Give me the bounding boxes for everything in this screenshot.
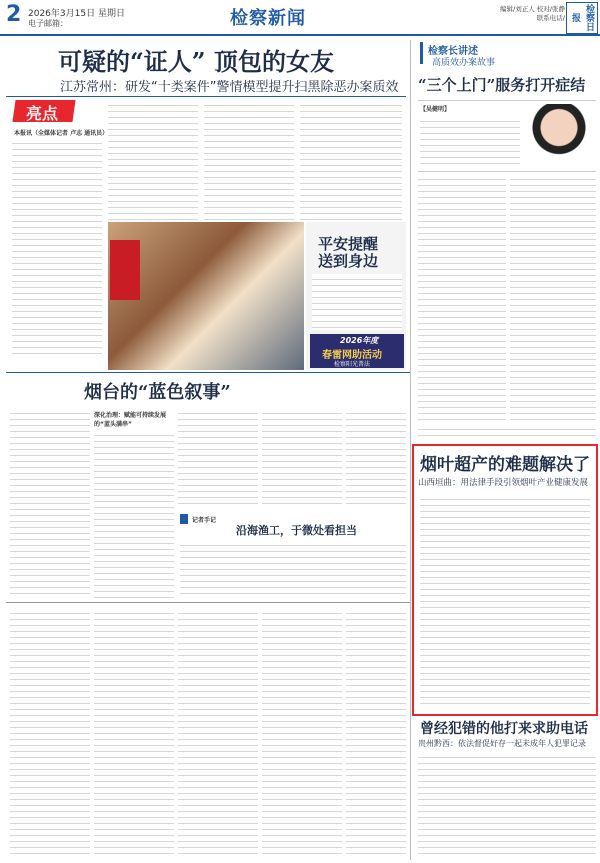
bottom-left-divider <box>6 602 410 603</box>
right-feature-title: “三个上门”服务打开症结 <box>418 76 586 94</box>
bottom-left-column-3 <box>178 608 258 858</box>
badge-text: 春雷网助活动 <box>322 350 382 361</box>
section-title: 检察新闻 <box>230 8 306 29</box>
mid-subtitle: 深化治理：赋能可持续发展的“蓝头满串” <box>94 412 167 428</box>
badge-sub: 检察阳光普法 <box>334 361 371 368</box>
header-meta: 编辑/刘正人 校对/张静 联系电话/ <box>500 5 565 22</box>
photo-caption-text <box>312 274 402 330</box>
bottom-left-column-4 <box>262 608 342 858</box>
mid-column-1 <box>10 408 90 598</box>
lead-column-4 <box>300 100 402 220</box>
mid-column-4 <box>262 408 342 504</box>
badge-year: 2026年度 <box>340 336 379 345</box>
highlight-label: 亮点 <box>26 104 59 123</box>
feature-tag: 检察长讲述 <box>428 46 478 57</box>
photo-caption-title: 平安提醒 送到身边 <box>318 235 379 270</box>
lead-divider <box>6 96 406 97</box>
notebook-icon <box>180 514 188 524</box>
feature-tag-sub: 高质效办案故事 <box>432 58 496 68</box>
bottom-right-column <box>418 752 596 858</box>
boxed-subheadline: 山西垣曲：用法律手段引领烟叶产业健康发展 <box>418 478 589 488</box>
mid-quote-box <box>180 540 406 598</box>
right-feature-divider <box>410 40 411 420</box>
right-lower-divider <box>410 420 411 860</box>
lead-subheadline: 江苏常州：研发“十类案件”警情模型提升扫黑除恶办案质效 <box>60 80 399 95</box>
bottom-left-column-5 <box>346 608 406 858</box>
bottom-right-headline: 曾经犯错的他打来求助电话 <box>420 721 588 737</box>
mid-column-2 <box>94 430 174 598</box>
right-feature-column-2 <box>510 174 596 420</box>
boxed-headline: 烟叶超产的难题解决了 <box>420 455 590 475</box>
mid-divider <box>6 372 410 373</box>
bottom-right-subheadline: 贵州黔西：依法督促好存一起未成年人犯罪记录 <box>418 739 586 748</box>
mid-column-3 <box>178 408 258 504</box>
page-number: 2 <box>6 2 22 27</box>
bottom-left-column-2 <box>94 608 174 858</box>
lead-column-1 <box>12 138 102 358</box>
newspaper-logo: 检察日报 <box>566 2 598 34</box>
profile-photo <box>528 104 590 166</box>
right-feature-column-1 <box>418 174 506 420</box>
mid-section2-title: 沿海渔工，于微处看担当 <box>236 524 357 537</box>
mid-column-5 <box>346 408 406 504</box>
bottom-left-column-1 <box>10 608 90 858</box>
mid-headline: 烟台的“蓝色叙事” <box>84 382 231 403</box>
right-mid-column <box>418 424 596 440</box>
mid-section-label: 记者手记 <box>192 517 217 524</box>
boxed-text <box>420 494 590 706</box>
lantern-photo-detail <box>110 240 140 300</box>
profile-name: 【吴健明】 <box>420 106 451 113</box>
editor-line: 电子邮箱： <box>28 19 68 28</box>
lead-headline: 可疑的“证人” 顶包的女友 <box>58 47 334 76</box>
lead-column-3 <box>204 100 294 220</box>
issue-date: 2026年3月15日 星期日 <box>28 9 125 19</box>
profile-text <box>420 116 520 166</box>
lead-byline: 本报讯（全媒体记者 卢志 通讯员） <box>14 130 109 137</box>
